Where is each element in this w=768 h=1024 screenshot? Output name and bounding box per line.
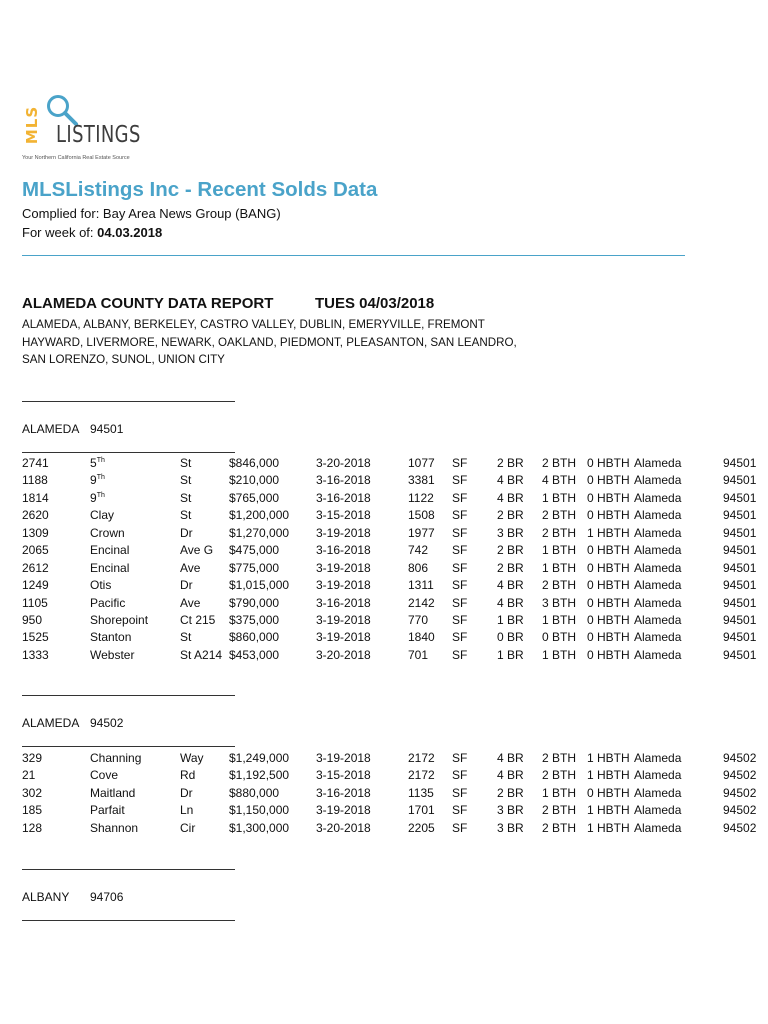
cell-street: Clay xyxy=(90,508,115,523)
cell-price: $1,200,000 xyxy=(229,508,290,523)
cell-bth: 1 BTH xyxy=(542,543,577,558)
table-row xyxy=(0,612,768,629)
cell-type: SF xyxy=(452,647,468,662)
cell-suffix: Dr xyxy=(180,525,193,540)
cell-date: 3-19-2018 xyxy=(316,612,371,627)
cell-type: SF xyxy=(452,578,468,593)
cell-hbth: 0 HBTH xyxy=(587,508,630,523)
cell-city: Alameda xyxy=(634,473,682,488)
cell-br: 4 BR xyxy=(497,595,524,610)
cell-bth: 2 BTH xyxy=(542,525,577,540)
section-separator xyxy=(22,920,235,921)
section-separator xyxy=(22,746,235,747)
cell-date: 3-19-2018 xyxy=(316,525,371,540)
cell-sqft: 1508 xyxy=(408,508,435,523)
cell-sqft: 1122 xyxy=(408,490,434,505)
cell-price: $860,000 xyxy=(229,630,280,645)
cell-price: $210,000 xyxy=(229,473,280,488)
cell-price: $1,150,000 xyxy=(229,803,290,818)
cell-price: $846,000 xyxy=(229,456,280,470)
listings-table-94501 xyxy=(0,455,768,664)
cell-zip: 94501 xyxy=(723,647,757,662)
cell-zip: 94502 xyxy=(723,820,757,835)
cell-price: $1,300,000 xyxy=(229,820,290,835)
cell-suffix: Way xyxy=(180,751,204,765)
section-separator xyxy=(22,695,235,696)
cell-hbth: 0 HBTH xyxy=(587,578,630,593)
cell-br: 2 BR xyxy=(497,543,524,558)
table-row xyxy=(0,490,768,507)
section-separator xyxy=(22,401,235,402)
cell-suffix: Ave xyxy=(180,595,201,610)
cell-zip: 94501 xyxy=(723,525,757,540)
cell-bth: 2 BTH xyxy=(542,820,577,835)
cell-date: 3-16-2018 xyxy=(316,785,371,800)
cell-num: 1333 xyxy=(22,647,49,662)
cell-street: Maitland xyxy=(90,785,136,800)
cell-sqft: 1840 xyxy=(408,630,435,645)
cell-date: 3-20-2018 xyxy=(316,456,371,470)
cell-bth: 3 BTH xyxy=(542,595,577,610)
cell-sqft: 2172 xyxy=(408,751,435,765)
cell-suffix: St xyxy=(180,490,192,505)
cell-date: 3-19-2018 xyxy=(316,751,371,765)
cell-num: 1249 xyxy=(22,578,49,593)
ordinal-suffix: Th xyxy=(96,474,105,482)
cell-city: Alameda xyxy=(634,543,682,558)
cell-type: SF xyxy=(452,803,468,818)
cell-sqft: 1311 xyxy=(408,578,434,593)
cell-suffix: Dr xyxy=(180,578,193,593)
street-number: 5 xyxy=(90,456,97,470)
cell-price: $475,000 xyxy=(229,543,280,558)
cell-num: 329 xyxy=(22,751,43,765)
cell-hbth: 1 HBTH xyxy=(587,751,630,765)
week-value: 04.03.2018 xyxy=(97,225,163,240)
cell-price: $880,000 xyxy=(229,785,280,800)
cell-price: $775,000 xyxy=(229,560,280,575)
cell-suffix: Ave xyxy=(180,560,201,575)
cell-date: 3-16-2018 xyxy=(316,473,371,488)
table-row xyxy=(0,647,768,664)
cell-date: 3-16-2018 xyxy=(316,490,371,505)
cell-br: 1 BR xyxy=(497,612,524,627)
cell-zip: 94501 xyxy=(723,612,757,627)
cell-sqft: 1977 xyxy=(408,525,435,540)
cell-price: $765,000 xyxy=(229,490,280,505)
cell-city: Alameda xyxy=(634,647,682,662)
compiled-for: Complied for: Bay Area News Group (BANG) xyxy=(22,206,281,221)
cell-price: $453,000 xyxy=(229,647,280,662)
table-row xyxy=(0,507,768,524)
cell-bth: 2 BTH xyxy=(542,456,577,470)
cell-city: Alameda xyxy=(634,820,682,835)
logo-wordmark: LISTINGS xyxy=(56,122,141,148)
cell-sqft: 2172 xyxy=(408,768,435,783)
cell-city: Alameda xyxy=(634,751,682,765)
cell-zip: 94502 xyxy=(723,768,757,783)
cell-city: Alameda xyxy=(634,595,682,610)
cell-num: 185 xyxy=(22,803,43,818)
table-row xyxy=(0,629,768,646)
cell-street: Shorepoint xyxy=(90,612,149,627)
cell-street: Parfait xyxy=(90,803,125,818)
table-row xyxy=(0,455,768,472)
cell-hbth: 0 HBTH xyxy=(587,473,630,488)
cell-price: $1,192,500 xyxy=(229,768,290,783)
cell-hbth: 0 HBTH xyxy=(587,490,630,505)
cell-date: 3-19-2018 xyxy=(316,630,371,645)
cell-num: 2620 xyxy=(22,508,49,523)
cell-type: SF xyxy=(452,473,468,488)
cell-suffix: Ct 215 xyxy=(180,612,216,627)
logo-mls-letters: MLS xyxy=(23,105,41,145)
table-row xyxy=(0,802,768,819)
cell-zip: 94501 xyxy=(723,630,757,645)
cell-num: 2741 xyxy=(22,456,49,470)
cell-bth: 1 BTH xyxy=(542,612,577,627)
cell-br: 4 BR xyxy=(497,473,524,488)
cell-suffix: St xyxy=(180,508,192,523)
cell-br: 2 BR xyxy=(497,560,524,575)
cell-suffix: St xyxy=(180,456,192,470)
section-heading xyxy=(22,716,124,730)
cell-street: Pacific xyxy=(90,595,126,610)
cell-sqft: 701 xyxy=(408,647,429,662)
ordinal-suffix: Th xyxy=(96,491,105,499)
cell-street: Channing xyxy=(90,751,142,765)
cell-sqft: 1701 xyxy=(408,803,435,818)
cell-city: Alameda xyxy=(634,508,682,523)
cell-zip: 94501 xyxy=(723,543,757,558)
cell-hbth: 0 HBTH xyxy=(587,647,630,662)
cell-suffix: Cir xyxy=(180,820,196,835)
cell-city: Alameda xyxy=(634,612,682,627)
cell-suffix: Ave G xyxy=(180,543,214,558)
section-zip: 94501 xyxy=(90,422,124,436)
cell-num: 1105 xyxy=(22,595,48,610)
section-city: ALBANY xyxy=(22,890,70,904)
cell-sqft: 742 xyxy=(408,543,429,558)
report-title: ALAMEDA COUNTY DATA REPORT xyxy=(22,295,274,312)
section-city: ALAMEDA xyxy=(22,716,80,730)
cell-zip: 94501 xyxy=(723,490,757,505)
cell-hbth: 1 HBTH xyxy=(587,820,630,835)
cell-type: SF xyxy=(452,768,468,783)
cell-type: SF xyxy=(452,630,468,645)
cell-date: 3-20-2018 xyxy=(316,647,371,662)
cell-hbth: 0 HBTH xyxy=(587,785,630,800)
cell-street: Crown xyxy=(90,525,125,540)
cell-date: 3-19-2018 xyxy=(316,578,371,593)
cell-sqft: 1135 xyxy=(408,785,434,800)
cell-num: 128 xyxy=(22,820,43,835)
cell-bth: 2 BTH xyxy=(542,768,577,783)
cell-city: Alameda xyxy=(634,803,682,818)
cell-num: 2065 xyxy=(22,543,49,558)
cell-suffix: Rd xyxy=(180,768,196,783)
cell-zip: 94501 xyxy=(723,508,757,523)
cell-price: $1,015,000 xyxy=(229,578,290,593)
cell-street xyxy=(90,490,105,507)
cell-city: Alameda xyxy=(634,630,682,645)
cell-zip: 94502 xyxy=(723,803,757,818)
section-heading xyxy=(22,890,124,904)
cell-type: SF xyxy=(452,595,468,610)
section-heading xyxy=(22,422,124,436)
cell-num: 1814 xyxy=(22,490,49,505)
cell-num: 302 xyxy=(22,785,43,800)
cell-date: 3-15-2018 xyxy=(316,768,371,783)
cell-sqft: 1077 xyxy=(408,456,435,470)
cell-street: Cove xyxy=(90,768,119,783)
table-row xyxy=(0,560,768,577)
table-row xyxy=(0,767,768,784)
cell-br: 1 BR xyxy=(497,647,524,662)
cell-bth: 1 BTH xyxy=(542,785,577,800)
cities-line-3: SAN LORENZO, SUNOL, UNION CITY xyxy=(22,353,225,366)
cell-br: 4 BR xyxy=(497,768,524,783)
cell-street: Webster xyxy=(90,647,135,662)
cities-line-2: HAYWARD, LIVERMORE, NEWARK, OAKLAND, PIEDMONT, PLEASANTON, SAN LEANDRO, xyxy=(22,336,517,349)
week-label: For week of: xyxy=(22,225,98,240)
page-title: MLSListings Inc - Recent Solds Data xyxy=(22,178,378,201)
cell-br: 0 BR xyxy=(497,630,524,645)
cell-br: 2 BR xyxy=(497,456,524,470)
cell-bth: 2 BTH xyxy=(542,803,577,818)
cell-br: 2 BR xyxy=(497,785,524,800)
street-number: 9 xyxy=(90,490,97,505)
cell-zip: 94501 xyxy=(723,473,757,488)
header-divider xyxy=(22,255,685,256)
cities-line-1: ALAMEDA, ALBANY, BERKELEY, CASTRO VALLEY, DUBLIN, EMERYVILLE, FREMONT xyxy=(22,318,485,331)
cell-city: Alameda xyxy=(634,578,682,593)
cell-street: Encinal xyxy=(90,543,130,558)
cell-num: 2612 xyxy=(22,560,49,575)
cell-bth: 1 BTH xyxy=(542,647,577,662)
cell-price: $1,249,000 xyxy=(229,751,290,765)
cell-sqft: 806 xyxy=(408,560,429,575)
cell-price: $790,000 xyxy=(229,595,280,610)
cell-suffix: Ln xyxy=(180,803,194,818)
cell-sqft: 770 xyxy=(408,612,429,627)
section-separator xyxy=(22,452,235,453)
cell-type: SF xyxy=(452,612,468,627)
cell-date: 3-19-2018 xyxy=(316,560,371,575)
cell-zip: 94502 xyxy=(723,751,757,765)
cell-zip: 94501 xyxy=(723,560,757,575)
cell-bth: 4 BTH xyxy=(542,473,577,488)
table-row xyxy=(0,750,768,767)
table-row xyxy=(0,820,768,837)
table-row xyxy=(0,785,768,802)
cell-hbth: 0 HBTH xyxy=(587,543,630,558)
listings-table-94502 xyxy=(0,750,768,837)
cell-hbth: 0 HBTH xyxy=(587,595,630,610)
section-city: ALAMEDA xyxy=(22,422,80,436)
cell-hbth: 1 HBTH xyxy=(587,525,630,540)
cell-bth: 0 BTH xyxy=(542,630,577,645)
cell-price: $1,270,000 xyxy=(229,525,290,540)
cell-street xyxy=(90,455,105,472)
cell-type: SF xyxy=(452,560,468,575)
cell-bth: 1 BTH xyxy=(542,560,577,575)
cell-hbth: 0 HBTH xyxy=(587,630,630,645)
cell-br: 4 BR xyxy=(497,578,524,593)
cell-city: Alameda xyxy=(634,490,682,505)
cell-zip: 94501 xyxy=(723,595,757,610)
cell-hbth: 0 HBTH xyxy=(587,456,630,470)
cell-num: 1309 xyxy=(22,525,49,540)
cell-num: 1525 xyxy=(22,630,49,645)
cell-type: SF xyxy=(452,543,468,558)
cell-street: Otis xyxy=(90,578,112,593)
cell-date: 3-16-2018 xyxy=(316,543,371,558)
cell-city: Alameda xyxy=(634,785,682,800)
cell-price: $375,000 xyxy=(229,612,280,627)
cell-city: Alameda xyxy=(634,525,682,540)
report-date: TUES 04/03/2018 xyxy=(315,295,435,312)
mlslistings-logo xyxy=(22,93,162,165)
logo-tagline: Your Northern California Real Estate Source xyxy=(22,155,130,161)
table-row xyxy=(0,595,768,612)
table-row xyxy=(0,542,768,559)
cell-zip: 94502 xyxy=(723,785,757,800)
cell-suffix: Dr xyxy=(180,785,193,800)
cell-sqft: 2205 xyxy=(408,820,435,835)
cell-street: Stanton xyxy=(90,630,132,645)
cell-bth: 2 BTH xyxy=(542,751,577,765)
cell-hbth: 0 HBTH xyxy=(587,560,630,575)
cell-type: SF xyxy=(452,820,468,835)
cell-date: 3-19-2018 xyxy=(316,803,371,818)
cell-br: 3 BR xyxy=(497,820,524,835)
cell-br: 4 BR xyxy=(497,490,524,505)
cell-suffix: St xyxy=(180,473,192,488)
cell-street: Shannon xyxy=(90,820,139,835)
cell-date: 3-15-2018 xyxy=(316,508,371,523)
cell-type: SF xyxy=(452,508,468,523)
cell-hbth: 1 HBTH xyxy=(587,768,630,783)
cell-type: SF xyxy=(452,490,468,505)
cell-street: Encinal xyxy=(90,560,130,575)
ordinal-suffix: Th xyxy=(96,457,105,464)
cell-sqft: 3381 xyxy=(408,473,435,488)
cell-city: Alameda xyxy=(634,768,682,783)
street-number: 9 xyxy=(90,473,97,488)
cell-suffix: St xyxy=(180,630,192,645)
cell-br: 2 BR xyxy=(497,508,524,523)
cell-hbth: 0 HBTH xyxy=(587,612,630,627)
cell-num: 950 xyxy=(22,612,43,627)
cell-suffix: St A214 xyxy=(180,647,223,662)
cell-zip: 94501 xyxy=(723,578,757,593)
cell-num: 21 xyxy=(22,768,36,783)
cell-street xyxy=(90,472,105,489)
cell-num: 1188 xyxy=(22,473,48,488)
table-row xyxy=(0,472,768,489)
cell-hbth: 1 HBTH xyxy=(587,803,630,818)
table-row xyxy=(0,525,768,542)
cell-city: Alameda xyxy=(634,560,682,575)
cell-date: 3-16-2018 xyxy=(316,595,371,610)
table-row xyxy=(0,577,768,594)
cell-br: 3 BR xyxy=(497,525,524,540)
cell-type: SF xyxy=(452,785,468,800)
section-zip: 94502 xyxy=(90,716,124,730)
cell-type: SF xyxy=(452,456,468,470)
cell-br: 4 BR xyxy=(497,751,524,765)
section-zip: 94706 xyxy=(90,890,124,904)
cell-bth: 2 BTH xyxy=(542,508,577,523)
cell-bth: 1 BTH xyxy=(542,490,577,505)
cell-type: SF xyxy=(452,525,468,540)
cell-type: SF xyxy=(452,751,468,765)
cell-br: 3 BR xyxy=(497,803,524,818)
week-line xyxy=(22,225,162,240)
cell-sqft: 2142 xyxy=(408,595,435,610)
cell-bth: 2 BTH xyxy=(542,578,577,593)
cell-city: Alameda xyxy=(634,456,682,470)
cell-zip: 94501 xyxy=(723,456,757,470)
section-separator xyxy=(22,869,235,870)
cell-date: 3-20-2018 xyxy=(316,820,371,835)
